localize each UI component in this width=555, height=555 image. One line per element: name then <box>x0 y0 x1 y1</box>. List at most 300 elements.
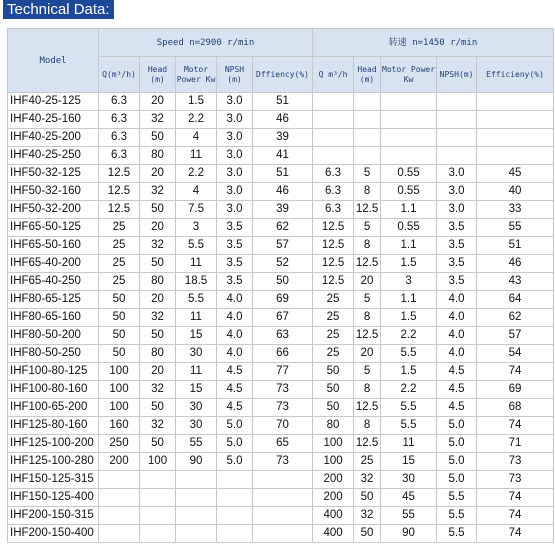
left-value-cell: 11 <box>176 147 217 165</box>
right-value-cell: 5.5 <box>437 525 477 543</box>
right-value-cell: 25 <box>313 327 354 345</box>
right-value-cell: 12.5 <box>313 273 354 291</box>
left-value-cell <box>140 471 176 489</box>
table-row <box>8 507 554 525</box>
right-value-cell: 5.5 <box>437 507 477 525</box>
left-value-cell <box>217 507 253 525</box>
model-cell: IHF50-32-125 <box>8 165 99 183</box>
right-value-cell: 400 <box>313 525 354 543</box>
model-cell: IHF125-100-280 <box>8 453 99 471</box>
right-value-cell <box>437 93 477 111</box>
table-row <box>8 435 554 453</box>
left-value-cell: 6.3 <box>99 93 140 111</box>
left-value-cell: 4.5 <box>217 363 253 381</box>
right-value-cell: 3.0 <box>437 165 477 183</box>
left-value-cell: 30 <box>176 345 217 363</box>
left-value-cell: 66 <box>253 345 313 363</box>
right-value-cell <box>381 111 437 129</box>
left-value-cell: 20 <box>140 219 176 237</box>
model-cell: IHF65-40-250 <box>8 273 99 291</box>
right-value-cell <box>354 129 381 147</box>
left-value-cell: 4.5 <box>217 381 253 399</box>
right-value-cell: 5 <box>354 291 381 309</box>
left-value-cell: 12.5 <box>99 201 140 219</box>
speed-2900-group-header: Speed n=2900 r/min <box>99 29 313 57</box>
left-q-header: Q(m³/h) <box>99 57 140 93</box>
left-value-cell: 3.0 <box>217 201 253 219</box>
right-value-cell: 0.55 <box>381 219 437 237</box>
right-value-cell: 3 <box>381 273 437 291</box>
right-value-cell: 12.5 <box>313 219 354 237</box>
table-row <box>8 93 554 111</box>
left-value-cell: 100 <box>140 453 176 471</box>
model-cell: IHF80-65-160 <box>8 309 99 327</box>
right-value-cell: 12.5 <box>354 435 381 453</box>
right-value-cell: 2.2 <box>381 381 437 399</box>
right-value-cell: 50 <box>313 363 354 381</box>
left-value-cell: 46 <box>253 111 313 129</box>
right-value-cell: 4.0 <box>437 345 477 363</box>
left-value-cell: 15 <box>176 381 217 399</box>
right-value-cell: 5.5 <box>381 417 437 435</box>
left-value-cell: 50 <box>253 273 313 291</box>
left-value-cell: 6.3 <box>99 129 140 147</box>
right-value-cell: 200 <box>313 489 354 507</box>
right-value-cell: 6.3 <box>313 201 354 219</box>
left-value-cell: 5.0 <box>217 435 253 453</box>
left-value-cell <box>217 489 253 507</box>
right-value-cell: 1.5 <box>381 363 437 381</box>
right-value-cell: 40 <box>477 183 554 201</box>
left-value-cell: 5.5 <box>176 291 217 309</box>
table-row <box>8 471 554 489</box>
left-head-header: Head (m) <box>140 57 176 93</box>
right-value-cell: 45 <box>477 165 554 183</box>
model-cell: IHF125-80-160 <box>8 417 99 435</box>
left-value-cell: 100 <box>99 381 140 399</box>
left-value-cell: 20 <box>140 165 176 183</box>
left-value-cell: 3.5 <box>217 273 253 291</box>
left-value-cell: 3.0 <box>217 111 253 129</box>
right-value-cell: 5.5 <box>381 399 437 417</box>
right-value-cell: 32 <box>354 471 381 489</box>
left-value-cell: 73 <box>253 453 313 471</box>
right-value-cell: 0.55 <box>381 183 437 201</box>
left-value-cell <box>253 525 313 543</box>
left-value-cell: 50 <box>99 291 140 309</box>
right-value-cell: 100 <box>313 435 354 453</box>
right-value-cell: 5 <box>354 363 381 381</box>
left-value-cell: 77 <box>253 363 313 381</box>
model-cell: IHF80-65-125 <box>8 291 99 309</box>
right-value-cell: 74 <box>477 363 554 381</box>
model-cell: IHF125-100-200 <box>8 435 99 453</box>
left-value-cell <box>253 507 313 525</box>
right-value-cell: 25 <box>354 453 381 471</box>
left-value-cell: 50 <box>140 435 176 453</box>
model-cell: IHF65-50-125 <box>8 219 99 237</box>
left-value-cell: 50 <box>140 201 176 219</box>
right-value-cell <box>381 129 437 147</box>
left-value-cell: 32 <box>140 183 176 201</box>
left-value-cell: 6.3 <box>99 111 140 129</box>
right-value-cell: 68 <box>477 399 554 417</box>
right-value-cell: 46 <box>477 255 554 273</box>
right-value-cell <box>437 111 477 129</box>
table-row <box>8 525 554 543</box>
left-value-cell: 5.0 <box>217 453 253 471</box>
right-value-cell: 200 <box>313 471 354 489</box>
right-value-cell: 74 <box>477 507 554 525</box>
right-value-cell: 4.0 <box>437 327 477 345</box>
model-cell: IHF40-25-125 <box>8 93 99 111</box>
left-value-cell: 32 <box>140 309 176 327</box>
right-value-cell: 1.1 <box>381 201 437 219</box>
table-row <box>8 345 554 363</box>
left-value-cell: 20 <box>140 93 176 111</box>
left-value-cell: 63 <box>253 327 313 345</box>
right-value-cell: 32 <box>354 507 381 525</box>
right-value-cell: 73 <box>477 453 554 471</box>
left-value-cell: 5.0 <box>217 417 253 435</box>
right-value-cell: 20 <box>354 273 381 291</box>
table-row <box>8 165 554 183</box>
left-value-cell: 160 <box>99 417 140 435</box>
model-cell: IHF80-50-200 <box>8 327 99 345</box>
left-value-cell: 25 <box>99 237 140 255</box>
right-value-cell <box>437 129 477 147</box>
right-value-cell <box>313 93 354 111</box>
left-value-cell: 3.5 <box>217 255 253 273</box>
model-cell: IHF150-125-315 <box>8 471 99 489</box>
right-motor-power-header: Motor Power Kw <box>381 57 437 93</box>
right-value-cell: 25 <box>313 291 354 309</box>
left-value-cell: 18.5 <box>176 273 217 291</box>
left-value-cell: 30 <box>176 399 217 417</box>
left-value-cell: 250 <box>99 435 140 453</box>
left-value-cell: 3.5 <box>217 219 253 237</box>
left-value-cell: 25 <box>99 255 140 273</box>
left-value-cell <box>99 525 140 543</box>
left-value-cell: 52 <box>253 255 313 273</box>
right-value-cell: 5.0 <box>437 453 477 471</box>
table-row <box>8 255 554 273</box>
right-value-cell: 3.0 <box>437 183 477 201</box>
right-value-cell <box>354 111 381 129</box>
right-value-cell <box>381 93 437 111</box>
right-value-cell: 54 <box>477 345 554 363</box>
right-value-cell: 8 <box>354 309 381 327</box>
left-value-cell: 65 <box>253 435 313 453</box>
table-row <box>8 111 554 129</box>
right-value-cell: 6.3 <box>313 165 354 183</box>
left-value-cell: 46 <box>253 183 313 201</box>
left-value-cell: 51 <box>253 165 313 183</box>
right-value-cell: 62 <box>477 309 554 327</box>
left-value-cell: 3.0 <box>217 93 253 111</box>
model-cell: IHF80-50-250 <box>8 345 99 363</box>
left-value-cell: 32 <box>140 111 176 129</box>
table-row <box>8 291 554 309</box>
right-value-cell <box>313 129 354 147</box>
right-value-cell: 45 <box>381 489 437 507</box>
left-value-cell: 50 <box>140 399 176 417</box>
right-head-header: Head (m) <box>354 57 381 93</box>
left-value-cell: 11 <box>176 309 217 327</box>
right-value-cell <box>477 93 554 111</box>
table-row <box>8 417 554 435</box>
right-value-cell: 400 <box>313 507 354 525</box>
right-value-cell: 74 <box>477 417 554 435</box>
right-value-cell: 5.0 <box>437 417 477 435</box>
left-value-cell: 70 <box>253 417 313 435</box>
right-value-cell: 12.5 <box>354 255 381 273</box>
table-row <box>8 327 554 345</box>
right-value-cell: 55 <box>477 219 554 237</box>
right-value-cell: 5.0 <box>437 471 477 489</box>
right-value-cell: 5.5 <box>381 345 437 363</box>
left-value-cell <box>253 471 313 489</box>
table-row <box>8 237 554 255</box>
right-value-cell: 1.5 <box>381 255 437 273</box>
right-value-cell: 12.5 <box>313 255 354 273</box>
left-value-cell <box>217 471 253 489</box>
right-value-cell: 51 <box>477 237 554 255</box>
right-value-cell <box>313 111 354 129</box>
right-value-cell: 4.5 <box>437 381 477 399</box>
left-value-cell: 50 <box>140 129 176 147</box>
left-value-cell: 50 <box>99 345 140 363</box>
model-cell: IHF200-150-315 <box>8 507 99 525</box>
right-value-cell: 55 <box>381 507 437 525</box>
left-value-cell: 200 <box>99 453 140 471</box>
right-value-cell <box>477 147 554 165</box>
right-value-cell: 11 <box>381 435 437 453</box>
model-cell: IHF50-32-160 <box>8 183 99 201</box>
left-value-cell <box>99 471 140 489</box>
right-value-cell: 4.0 <box>437 309 477 327</box>
left-value-cell: 3.0 <box>217 165 253 183</box>
right-value-cell: 5 <box>354 219 381 237</box>
right-value-cell <box>477 111 554 129</box>
left-value-cell: 4.0 <box>217 291 253 309</box>
model-cell: IHF40-25-200 <box>8 129 99 147</box>
left-value-cell: 11 <box>176 363 217 381</box>
right-value-cell: 50 <box>354 489 381 507</box>
left-value-cell: 50 <box>140 255 176 273</box>
model-cell: IHF65-50-160 <box>8 237 99 255</box>
left-value-cell: 3 <box>176 219 217 237</box>
left-efficiency-header: Dffiency(%) <box>253 57 313 93</box>
left-value-cell: 73 <box>253 381 313 399</box>
model-column-header: Model <box>8 29 99 93</box>
left-value-cell: 41 <box>253 147 313 165</box>
left-value-cell: 30 <box>176 417 217 435</box>
right-q-header: Q m³/h <box>313 57 354 93</box>
table-row <box>8 129 554 147</box>
left-value-cell: 69 <box>253 291 313 309</box>
technical-data-table <box>7 28 554 543</box>
left-value-cell: 32 <box>140 417 176 435</box>
model-cell: IHF40-25-250 <box>8 147 99 165</box>
left-value-cell <box>176 507 217 525</box>
left-value-cell: 25 <box>99 219 140 237</box>
left-value-cell: 50 <box>140 327 176 345</box>
right-value-cell: 8 <box>354 237 381 255</box>
left-npsh-header: NPSH (m) <box>217 57 253 93</box>
right-value-cell: 74 <box>477 489 554 507</box>
right-value-cell: 50 <box>313 399 354 417</box>
right-value-cell: 69 <box>477 381 554 399</box>
left-value-cell <box>99 489 140 507</box>
model-cell: IHF65-40-200 <box>8 255 99 273</box>
left-value-cell: 80 <box>140 147 176 165</box>
table-row <box>8 219 554 237</box>
page-title: Technical Data: <box>3 0 114 19</box>
right-value-cell: 71 <box>477 435 554 453</box>
right-value-cell: 8 <box>354 381 381 399</box>
left-value-cell <box>140 489 176 507</box>
right-value-cell: 90 <box>381 525 437 543</box>
right-value-cell: 25 <box>313 345 354 363</box>
left-value-cell: 3.0 <box>217 183 253 201</box>
left-value-cell: 90 <box>176 453 217 471</box>
left-value-cell: 80 <box>140 345 176 363</box>
left-value-cell <box>140 507 176 525</box>
right-value-cell: 50 <box>354 525 381 543</box>
left-value-cell: 39 <box>253 129 313 147</box>
left-value-cell: 12.5 <box>99 165 140 183</box>
left-value-cell: 32 <box>140 237 176 255</box>
right-value-cell: 64 <box>477 291 554 309</box>
left-value-cell <box>140 525 176 543</box>
left-value-cell: 12.5 <box>99 183 140 201</box>
speed-1450-group-header: 转速 n=1450 r/min <box>313 29 554 57</box>
left-motor-power-header: Motor Power Kw <box>176 57 217 93</box>
right-value-cell: 3.5 <box>437 273 477 291</box>
right-value-cell: 43 <box>477 273 554 291</box>
model-cell: IHF100-80-125 <box>8 363 99 381</box>
table-row <box>8 489 554 507</box>
table-row <box>8 381 554 399</box>
right-value-cell: 20 <box>354 345 381 363</box>
left-value-cell: 39 <box>253 201 313 219</box>
right-value-cell: 3.5 <box>437 237 477 255</box>
right-value-cell: 73 <box>477 471 554 489</box>
left-value-cell: 11 <box>176 255 217 273</box>
right-value-cell: 12.5 <box>354 399 381 417</box>
left-value-cell <box>176 525 217 543</box>
left-value-cell <box>176 471 217 489</box>
right-value-cell: 12.5 <box>313 237 354 255</box>
model-cell: IHF50-32-200 <box>8 201 99 219</box>
right-value-cell <box>477 129 554 147</box>
left-value-cell: 32 <box>140 381 176 399</box>
right-value-cell <box>381 147 437 165</box>
table-header <box>8 29 554 93</box>
table-row <box>8 363 554 381</box>
right-value-cell <box>313 147 354 165</box>
right-value-cell: 57 <box>477 327 554 345</box>
right-value-cell: 5.0 <box>437 435 477 453</box>
left-value-cell: 4.0 <box>217 345 253 363</box>
left-value-cell: 4 <box>176 129 217 147</box>
left-value-cell: 73 <box>253 399 313 417</box>
table-row <box>8 399 554 417</box>
table-row <box>8 309 554 327</box>
right-value-cell: 100 <box>313 453 354 471</box>
right-value-cell: 3.5 <box>437 219 477 237</box>
left-value-cell: 2.2 <box>176 165 217 183</box>
right-value-cell: 2.2 <box>381 327 437 345</box>
left-value-cell: 100 <box>99 399 140 417</box>
model-cell: IHF100-65-200 <box>8 399 99 417</box>
left-value-cell: 4.5 <box>217 399 253 417</box>
right-value-cell: 33 <box>477 201 554 219</box>
left-value-cell: 25 <box>99 273 140 291</box>
right-value-cell: 4.5 <box>437 399 477 417</box>
right-value-cell: 0.55 <box>381 165 437 183</box>
left-value-cell <box>253 489 313 507</box>
right-value-cell: 8 <box>354 417 381 435</box>
left-value-cell: 20 <box>140 291 176 309</box>
right-value-cell: 12.5 <box>354 327 381 345</box>
left-value-cell: 51 <box>253 93 313 111</box>
left-value-cell <box>99 507 140 525</box>
left-value-cell: 50 <box>99 327 140 345</box>
right-value-cell: 3.5 <box>437 255 477 273</box>
left-value-cell: 100 <box>99 363 140 381</box>
right-value-cell: 6.3 <box>313 183 354 201</box>
model-cell: IHF100-80-160 <box>8 381 99 399</box>
left-value-cell: 3.0 <box>217 147 253 165</box>
right-value-cell: 12.5 <box>354 201 381 219</box>
right-value-cell: 74 <box>477 525 554 543</box>
right-value-cell: 4.5 <box>437 363 477 381</box>
right-value-cell: 80 <box>313 417 354 435</box>
right-value-cell: 30 <box>381 471 437 489</box>
left-value-cell: 55 <box>176 435 217 453</box>
left-value-cell: 2.2 <box>176 111 217 129</box>
table-row <box>8 453 554 471</box>
left-value-cell: 1.5 <box>176 93 217 111</box>
right-efficiency-header: Efficieny(%) <box>477 57 554 93</box>
model-cell: IHF40-25-160 <box>8 111 99 129</box>
right-value-cell: 1.1 <box>381 291 437 309</box>
left-value-cell: 57 <box>253 237 313 255</box>
left-value-cell <box>176 489 217 507</box>
left-value-cell: 4.0 <box>217 327 253 345</box>
right-value-cell: 3.0 <box>437 201 477 219</box>
table-row <box>8 273 554 291</box>
right-value-cell: 8 <box>354 183 381 201</box>
left-value-cell: 3.0 <box>217 129 253 147</box>
right-value-cell <box>437 147 477 165</box>
left-value-cell: 3.5 <box>217 237 253 255</box>
left-value-cell: 6.3 <box>99 147 140 165</box>
table-row <box>8 183 554 201</box>
right-value-cell <box>354 147 381 165</box>
right-value-cell: 1.5 <box>381 309 437 327</box>
left-value-cell <box>217 525 253 543</box>
left-value-cell: 7.5 <box>176 201 217 219</box>
right-value-cell <box>354 93 381 111</box>
left-value-cell: 15 <box>176 327 217 345</box>
right-value-cell: 50 <box>313 381 354 399</box>
model-cell: IHF200-150-400 <box>8 525 99 543</box>
left-value-cell: 80 <box>140 273 176 291</box>
right-value-cell: 5.5 <box>437 489 477 507</box>
